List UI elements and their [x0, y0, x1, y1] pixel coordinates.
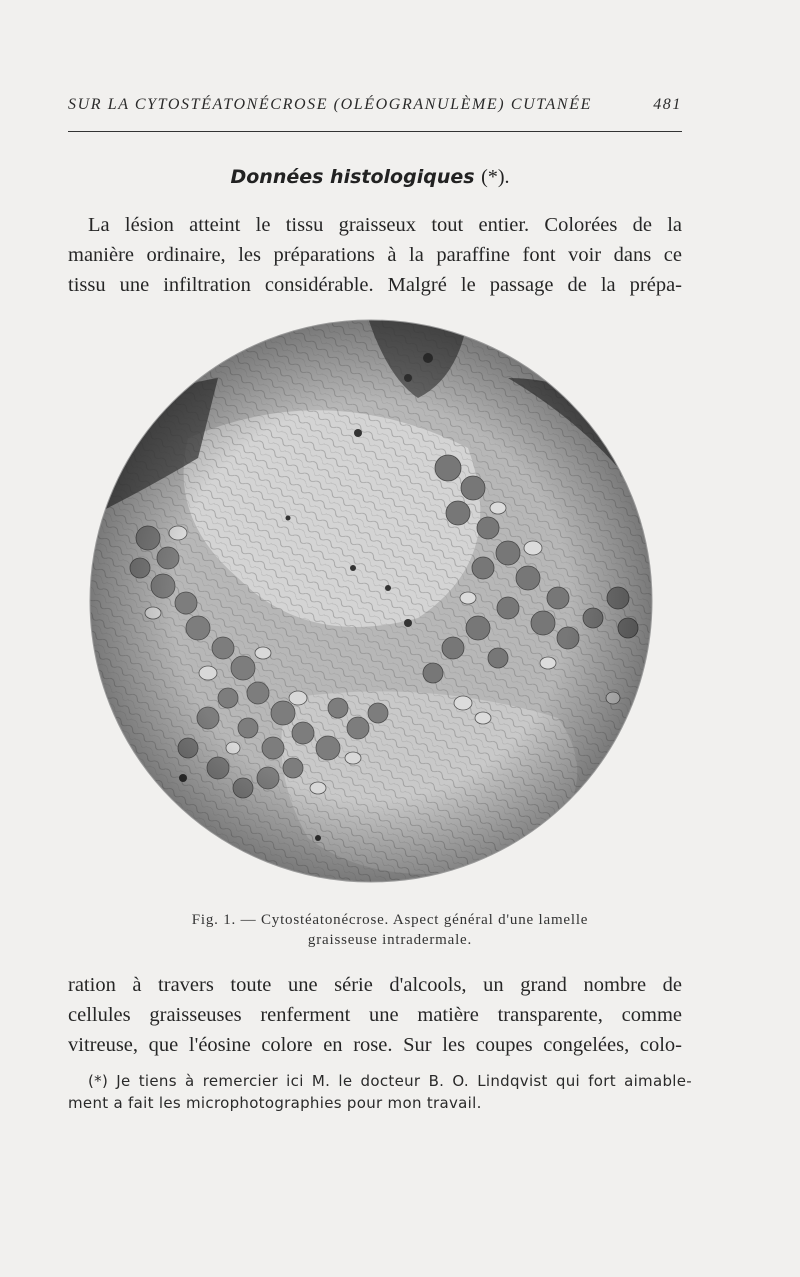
- footnote-line: ment a fait les microphotographies pour mon travail.: [68, 1094, 482, 1112]
- paragraph-2: [68, 970, 682, 1060]
- figure-caption: [140, 910, 640, 950]
- micrograph-figure: [88, 318, 654, 884]
- footnote-line: (*) Je tiens à remercier ici M. le docteur B. O. Lindqvist qui fort aimable-: [88, 1072, 692, 1090]
- paragraph-1-line: La lésion atteint le tissu graisseux tout entier. Colorées de la: [88, 214, 682, 236]
- section-title: [0, 166, 740, 189]
- footnote: [68, 1070, 692, 1114]
- page-number: 481: [653, 96, 682, 113]
- paragraph-1-line: manière ordinaire, les préparations à la paraffine font voir dans ce: [68, 244, 682, 266]
- figure-caption-line: Fig. 1. — Cytostéatonécrose. Aspect général d'une lamelle: [191, 912, 589, 928]
- paragraph-1: [68, 210, 682, 300]
- section-note-marker: (*).: [481, 166, 510, 188]
- section-title-text: Données histologiques: [230, 166, 475, 188]
- header-rule: [68, 131, 682, 132]
- paragraph-2-line: vitreuse, que l'éosine colore en rose. Sur les coupes congelées, colo-: [68, 1034, 682, 1056]
- running-head: [68, 96, 682, 114]
- paragraph-2-line: ration à travers toute une série d'alcools, un grand nombre de: [68, 974, 682, 996]
- paragraph-2-line: cellules graisseuses renferment une matière transparente, comme: [68, 1004, 682, 1026]
- figure-caption-line: graisseuse intradermale.: [307, 932, 473, 948]
- paragraph-1-line: tissu une infiltration considérable. Malgré le passage de la prépa-: [68, 274, 682, 296]
- running-head-title: SUR LA CYTOSTÉATONÉCROSE (OLÉOGRANULÈME) CUTANÉE: [68, 96, 592, 113]
